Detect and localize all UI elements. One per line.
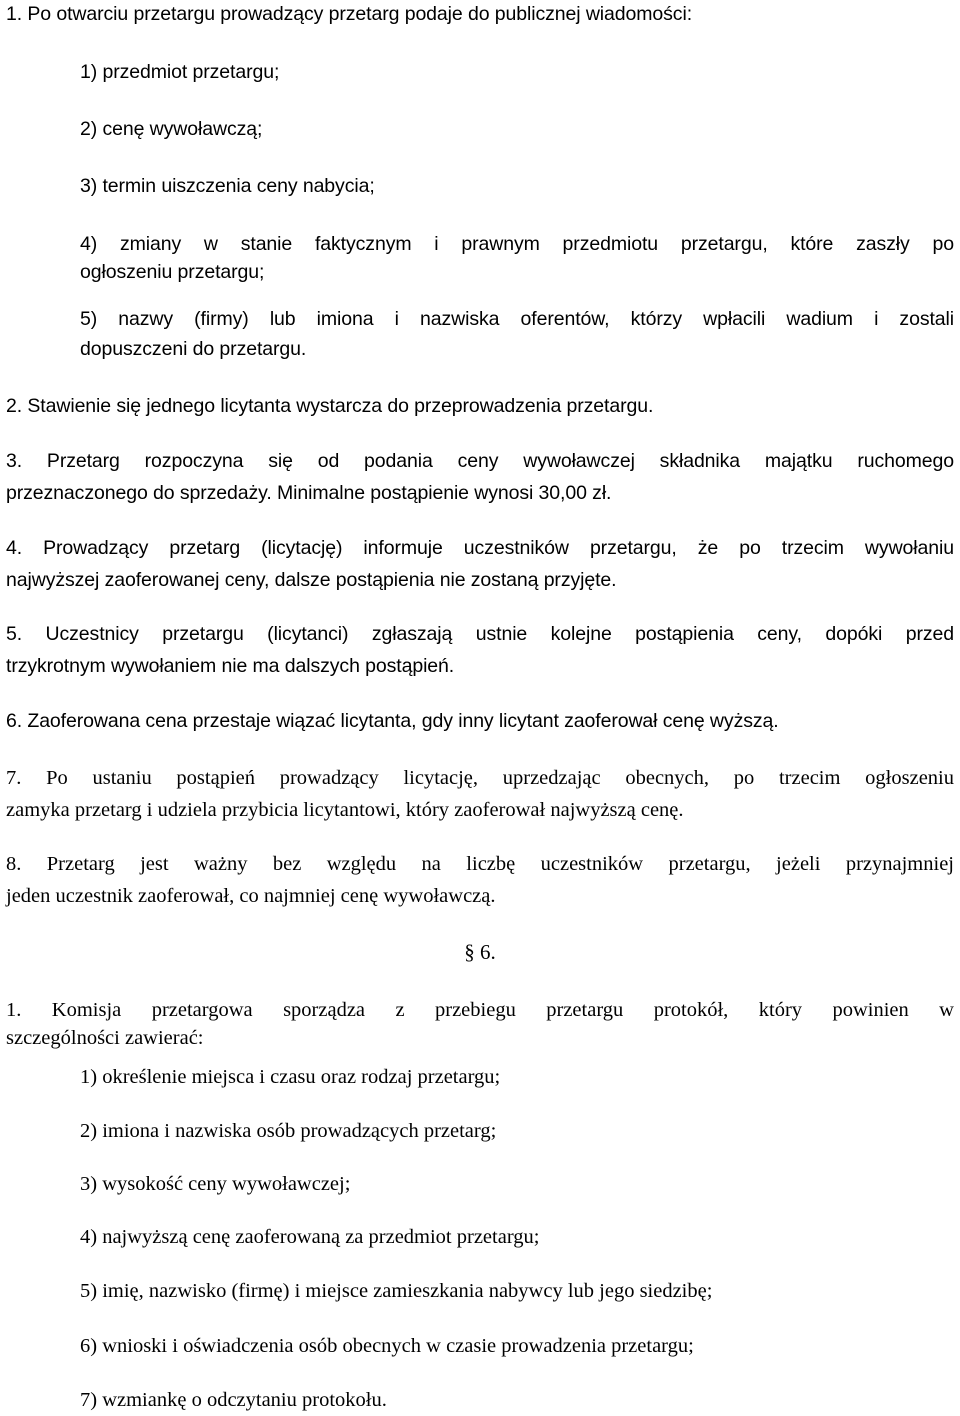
paragraph-6: 6. Zaoferowana cena przestaje wiązać licytanta, gdy inny licytant zaoferował cenę wyższą. bbox=[6, 710, 779, 732]
list-item-3: 3) termin uiszczenia ceny nabycia; bbox=[80, 175, 375, 197]
list-item-5-line-2: dopuszczeni do przetargu. bbox=[80, 338, 307, 360]
section-marker: § 6. bbox=[464, 940, 496, 964]
paragraph-7 bbox=[6, 764, 954, 824]
list-item-5 bbox=[80, 305, 954, 363]
list-item-2: 2) cenę wywoławczą; bbox=[80, 118, 263, 140]
list-item-5-line-1: 5) nazwy (firmy) lub imiona i nazwiska oferentów, którzy wpłacili wadium i zostali bbox=[80, 308, 954, 330]
paragraph-8-line-1: 8. Przetarg jest ważny bez względu na liczbę uczestników przetargu, jeżeli przynajmniej bbox=[6, 853, 954, 875]
protocol-item-2: 2) imiona i nazwiska osób prowadzących przetarg; bbox=[80, 1120, 497, 1142]
list-item-4-line-1: 4) zmiany w stanie faktycznym i prawnym przedmiotu przetargu, które zaszły po bbox=[80, 233, 954, 255]
list-item-4-line-2: ogłoszeniu przetargu; bbox=[80, 261, 265, 283]
paragraph-5 bbox=[6, 620, 954, 680]
paragraph-4-line-1: 4. Prowadzący przetarg (licytację) informuje uczestników przetargu, że po trzecim wywołaniu bbox=[6, 537, 954, 559]
protocol-item-7: 7) wzmiankę o odczytaniu protokołu. bbox=[80, 1389, 387, 1411]
paragraph-5-line-2: trzykrotnym wywołaniem nie ma dalszych postąpień. bbox=[6, 655, 455, 677]
paragraph-3-line-2: przeznaczonego do sprzedaży. Minimalne postąpienie wynosi 30,00 zł. bbox=[6, 482, 612, 504]
protocol-item-6: 6) wnioski i oświadczenia osób obecnych w czasie prowadzenia przetargu; bbox=[80, 1335, 694, 1357]
list-item-1: 1) przedmiot przetargu; bbox=[80, 61, 280, 83]
paragraph-3-line-1: 3. Przetarg rozpoczyna się od podania ceny wywoławczej składnika majątku ruchomego bbox=[6, 450, 954, 472]
paragraph-8-line-2: jeden uczestnik zaoferował, co najmniej cenę wywoławczą. bbox=[6, 885, 496, 907]
protocol-paragraph-1-line-1: 1. Komisja przetargowa sporządza z przebiegu przetargu protokół, który powinien w bbox=[6, 999, 954, 1021]
paragraph-3 bbox=[6, 447, 954, 507]
paragraph-4-line-2: najwyższej zaoferowanej ceny, dalsze postąpienia nie zostaną przyjęte. bbox=[6, 569, 617, 591]
paragraph-5-line-1: 5. Uczestnicy przetargu (licytanci) zgłaszają ustnie kolejne postąpienia ceny, dopóki przed bbox=[6, 623, 954, 645]
paragraph-2: 2. Stawienie się jednego licytanta wystarcza do przeprowadzenia przetargu. bbox=[6, 395, 654, 417]
paragraph-8 bbox=[6, 850, 954, 910]
protocol-paragraph-1-line-2: szczególności zawierać: bbox=[6, 1027, 204, 1049]
intro-heading: 1. Po otwarciu przetargu prowadzący przetarg podaje do publicznej wiadomości: bbox=[6, 3, 693, 25]
protocol-item-3: 3) wysokość ceny wywoławczej; bbox=[80, 1173, 351, 1195]
protocol-paragraph-1 bbox=[6, 996, 954, 1052]
paragraph-7-line-2: zamyka przetarg i udziela przybicia licytantowi, który zaoferował najwyższą cenę. bbox=[6, 799, 684, 821]
protocol-item-4: 4) najwyższą cenę zaoferowaną za przedmiot przetargu; bbox=[80, 1226, 540, 1248]
paragraph-4 bbox=[6, 534, 954, 594]
protocol-item-1: 1) określenie miejsca i czasu oraz rodzaj przetargu; bbox=[80, 1066, 501, 1088]
list-item-4 bbox=[80, 230, 954, 286]
paragraph-7-line-1: 7. Po ustaniu postąpień prowadzący licytację, uprzedzając obecnych, po trzecim ogłoszeniu bbox=[6, 767, 954, 789]
protocol-item-5: 5) imię, nazwisko (firmę) i miejsce zamieszkania nabywcy lub jego siedzibę; bbox=[80, 1280, 713, 1302]
